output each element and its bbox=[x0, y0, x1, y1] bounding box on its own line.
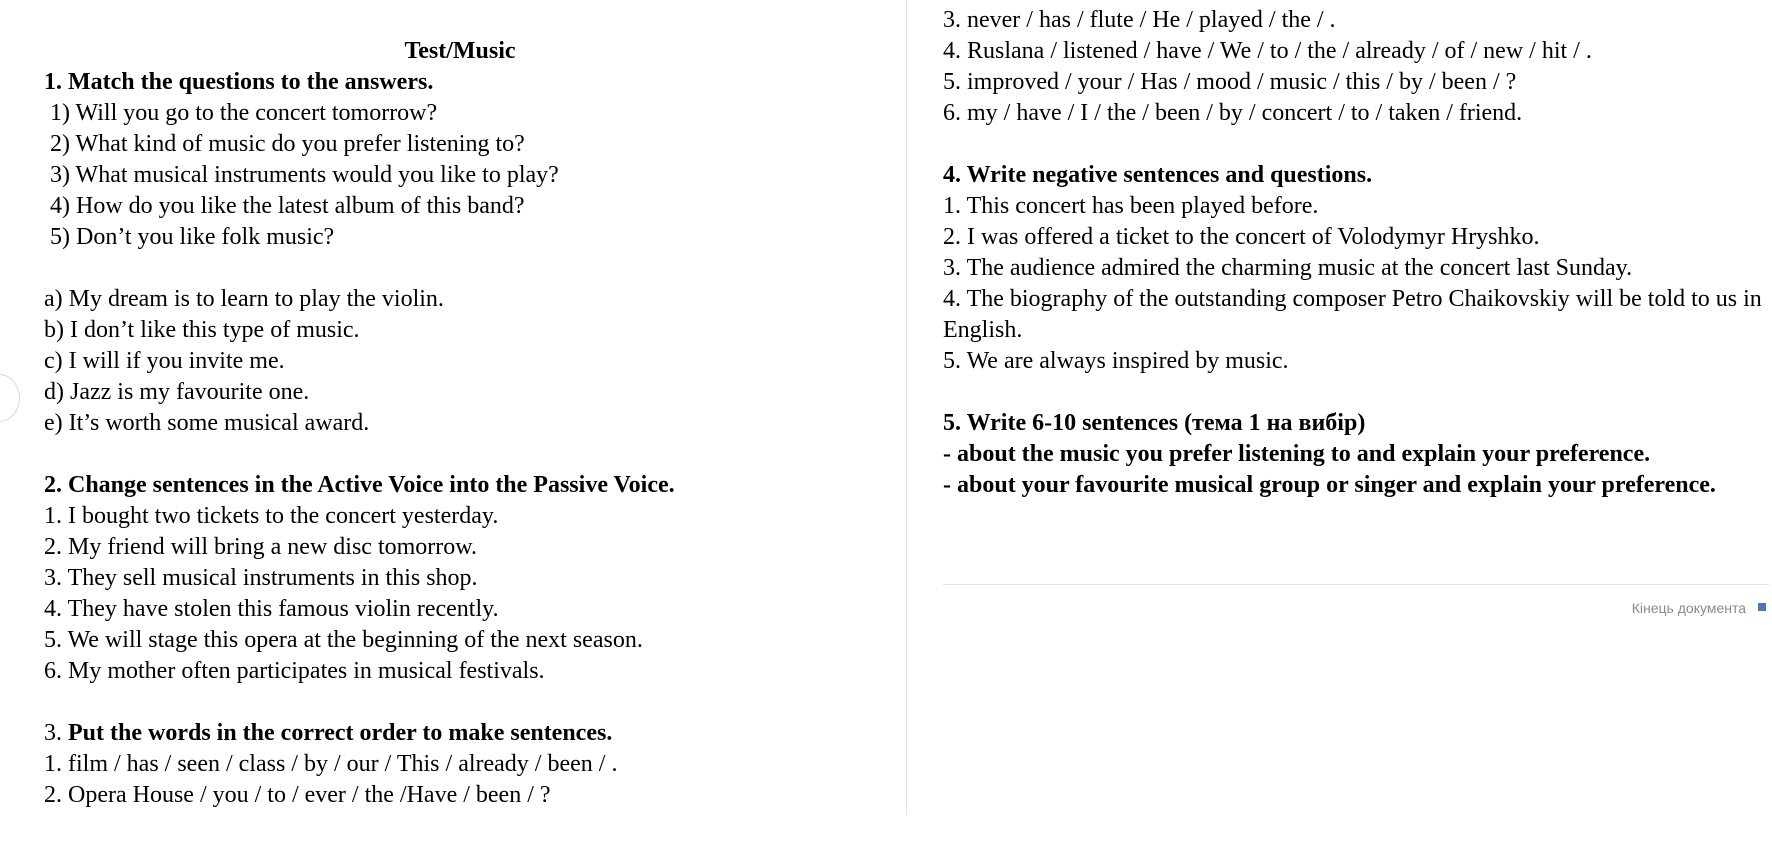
spacer bbox=[44, 5, 904, 36]
task-5-heading: 5. Write 6-10 sentences (тема 1 на вибір) bbox=[943, 410, 1366, 436]
task-3-number: 3. bbox=[44, 720, 62, 746]
answer-item: d) Jazz is my favourite one. bbox=[44, 379, 310, 405]
word-order-item: 3. never / has / flute / He / played / the / . bbox=[943, 7, 1336, 33]
sentence-item: 1. This concert has been played before. bbox=[943, 193, 1319, 219]
end-of-document-label: Кінець документа bbox=[1631, 600, 1746, 616]
spacer bbox=[943, 377, 1772, 408]
end-of-document-rule bbox=[943, 584, 1769, 585]
task-2-heading: 2. Change sentences in the Active Voice into the Passive Voice. bbox=[44, 472, 675, 498]
word-order-item: 5. improved / your / Has / mood / music / this / by / been / ? bbox=[943, 69, 1517, 95]
word-order-item: 4. Ruslana / listened / have / We / to / the / already / of / new / hit / . bbox=[943, 38, 1592, 64]
page-divider bbox=[906, 0, 907, 815]
sentence-item: 4. The biography of the outstanding composer Petro Chaikovskiy will be told to us in English. bbox=[943, 286, 1762, 343]
end-of-document-marker-icon bbox=[1758, 603, 1766, 611]
writing-option: - about the music you prefer listening to and explain your preference. bbox=[943, 441, 1651, 467]
sentence-item: 5. We will stage this opera at the beginning of the next season. bbox=[44, 627, 643, 653]
test-title: Test/Music bbox=[404, 38, 516, 64]
sentence-item: 3. The audience admired the charming music at the concert last Sunday. bbox=[943, 255, 1633, 281]
answer-item: a) My dream is to learn to play the violin. bbox=[44, 286, 444, 312]
sentence-item: 2. My friend will bring a new disc tomorrow. bbox=[44, 534, 478, 560]
question-item: 4) How do you like the latest album of this band? bbox=[50, 193, 525, 219]
sentence-item: 1. I bought two tickets to the concert yesterday. bbox=[44, 503, 499, 529]
word-order-item: 1. film / has / seen / class / by / our / This / already / been / . bbox=[44, 751, 618, 777]
task-4-heading: 4. Write negative sentences and questions. bbox=[943, 162, 1373, 188]
spacer bbox=[943, 129, 1772, 160]
writing-option: - about your favourite musical group or singer and explain your preference. bbox=[943, 472, 1716, 498]
spacer bbox=[44, 687, 904, 718]
task-3-heading-text: Put the words in the correct order to make sentences. bbox=[62, 720, 613, 746]
page-navigation-handle[interactable] bbox=[0, 374, 20, 422]
sentence-item: 3. They sell musical instruments in this shop. bbox=[44, 565, 478, 591]
word-order-item: 2. Opera House / you / to / ever / the /Have / been / ? bbox=[44, 782, 551, 808]
question-item: 5) Don’t you like folk music? bbox=[50, 224, 335, 250]
question-item: 2) What kind of music do you prefer listening to? bbox=[50, 131, 525, 157]
answer-item: b) I don’t like this type of music. bbox=[44, 317, 360, 343]
answer-item: e) It’s worth some musical award. bbox=[44, 410, 370, 436]
spacer bbox=[44, 253, 904, 284]
sentence-item: 6. My mother often participates in musical festivals. bbox=[44, 658, 545, 684]
spacer bbox=[44, 439, 904, 470]
question-item: 1) Will you go to the concert tomorrow? bbox=[50, 100, 438, 126]
sentence-item: 2. I was offered a ticket to the concert of Volodymyr Hryshko. bbox=[943, 224, 1540, 250]
task-3-heading bbox=[44, 718, 904, 749]
question-item: 3) What musical instruments would you like to play? bbox=[50, 162, 559, 188]
word-order-item: 6. my / have / I / the / been / by / concert / to / taken / friend. bbox=[943, 100, 1523, 126]
sentence-item: 5. We are always inspired by music. bbox=[943, 348, 1289, 374]
left-page bbox=[44, 5, 904, 811]
sentence-item: 4. They have stolen this famous violin recently. bbox=[44, 596, 499, 622]
task-1-heading: 1. Match the questions to the answers. bbox=[44, 69, 434, 95]
right-page bbox=[943, 5, 1772, 501]
answer-item: c) I will if you invite me. bbox=[44, 348, 285, 374]
